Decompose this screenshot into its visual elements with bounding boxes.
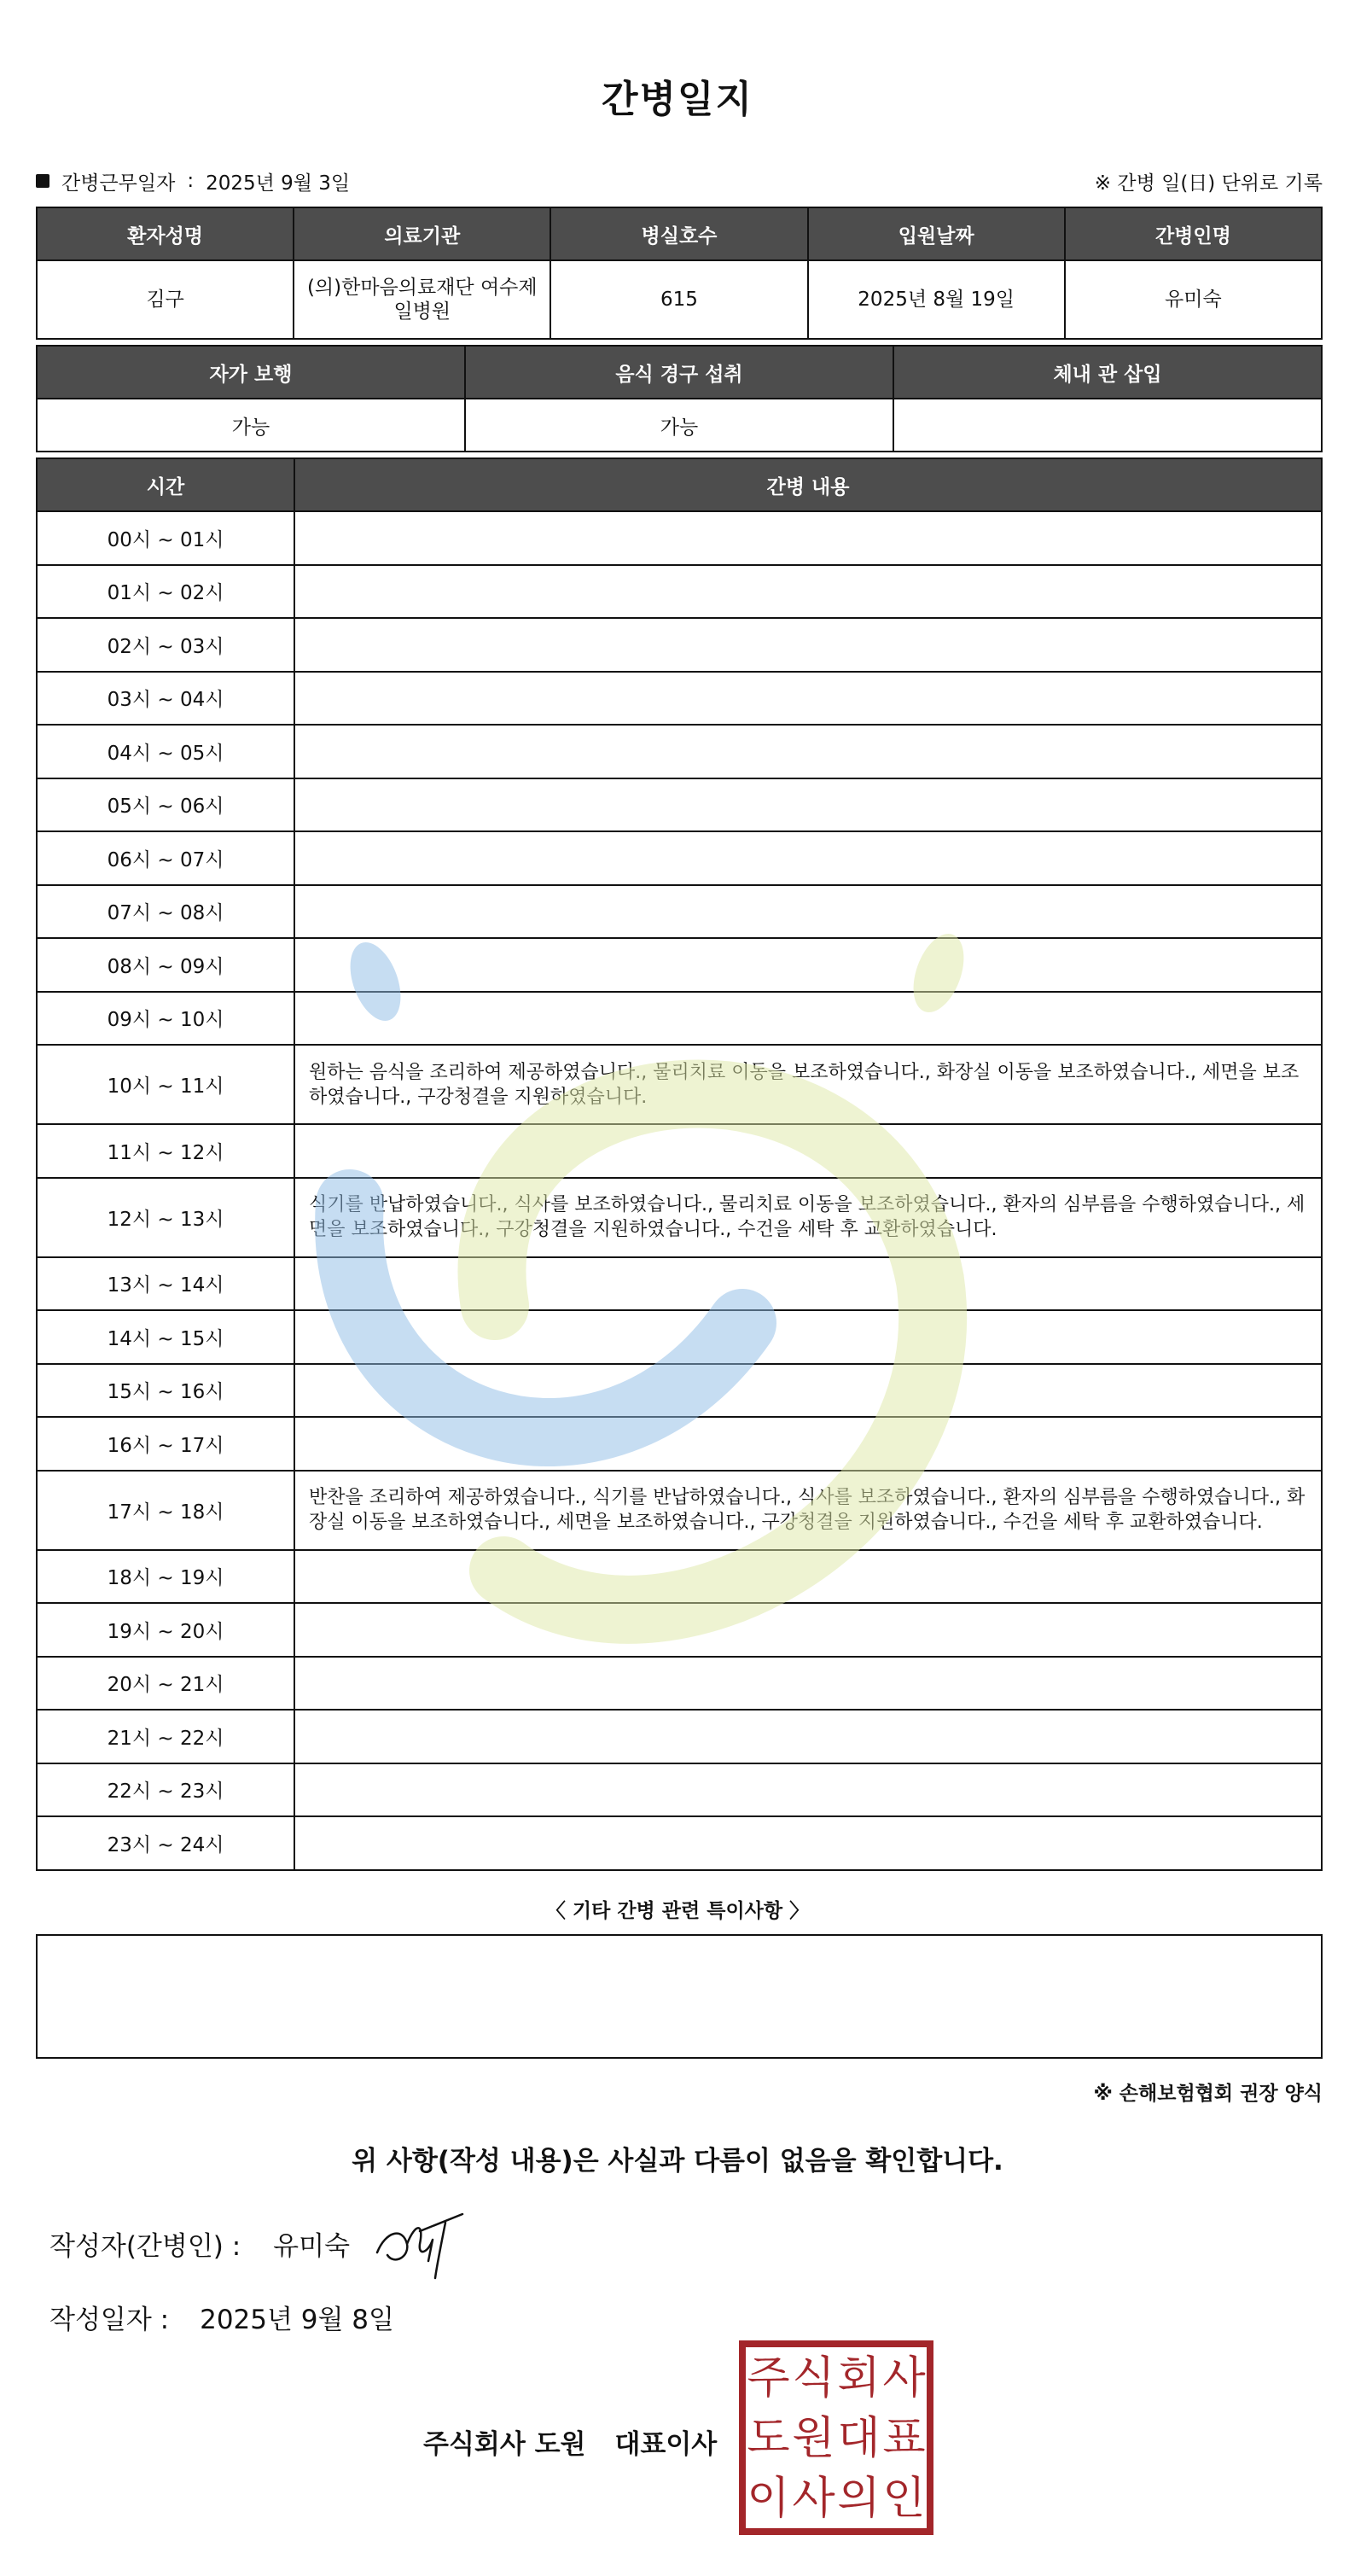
log-content bbox=[294, 1710, 1322, 1763]
log-row bbox=[37, 1417, 1322, 1471]
log-time: 17시 ~ 18시 bbox=[37, 1471, 294, 1550]
log-row bbox=[37, 1045, 1322, 1124]
log-content bbox=[294, 992, 1322, 1046]
log-time: 00시 ~ 01시 bbox=[37, 511, 294, 565]
seal-character: 대 bbox=[837, 2413, 881, 2464]
written-date-row bbox=[49, 2298, 394, 2336]
written-date-label: 작성일자 : bbox=[49, 2305, 170, 2335]
caregiver-name: 유미숙 bbox=[1065, 260, 1322, 339]
patient-info-table bbox=[36, 207, 1323, 340]
room-number: 615 bbox=[550, 260, 807, 339]
log-row bbox=[37, 1710, 1322, 1763]
log-time: 18시 ~ 19시 bbox=[37, 1550, 294, 1604]
patient-info-header-row bbox=[37, 207, 1322, 260]
log-content bbox=[294, 831, 1322, 885]
log-time: 14시 ~ 15시 bbox=[37, 1310, 294, 1364]
log-row bbox=[37, 672, 1322, 726]
log-time: 11시 ~ 12시 bbox=[37, 1124, 294, 1178]
log-time: 13시 ~ 14시 bbox=[37, 1257, 294, 1311]
log-row bbox=[37, 565, 1322, 619]
log-content bbox=[294, 1763, 1322, 1817]
patient-info-value-row bbox=[37, 260, 1322, 339]
seal-character: 원 bbox=[792, 2413, 835, 2464]
log-content bbox=[294, 1657, 1322, 1711]
log-row bbox=[37, 1550, 1322, 1604]
patient-name: 김구 bbox=[37, 260, 294, 339]
log-time: 07시 ~ 08시 bbox=[37, 885, 294, 939]
remarks-title: 〈 기타 간병 관련 특이사항 〉 bbox=[545, 1900, 810, 1922]
log-row bbox=[37, 831, 1322, 885]
meta-row bbox=[36, 166, 1323, 196]
log-content bbox=[294, 1417, 1322, 1471]
work-date bbox=[36, 167, 350, 195]
company-title: 대표이사 bbox=[614, 2429, 718, 2460]
log-time: 03시 ~ 04시 bbox=[37, 672, 294, 726]
log-time: 15시 ~ 16시 bbox=[37, 1364, 294, 1418]
seal-character: 사 bbox=[792, 2473, 835, 2525]
oral-intake-value: 가능 bbox=[465, 399, 893, 452]
log-row bbox=[37, 1124, 1322, 1178]
log-time: 21시 ~ 22시 bbox=[37, 1710, 294, 1763]
log-content bbox=[294, 1364, 1322, 1418]
log-row bbox=[37, 885, 1322, 939]
log-content bbox=[294, 1124, 1322, 1178]
log-row bbox=[37, 1816, 1322, 1870]
seal-character: 식 bbox=[792, 2352, 835, 2404]
header-tube-insertion: 체내 관 삽입 bbox=[893, 346, 1322, 399]
log-row bbox=[37, 1364, 1322, 1418]
header-patient-name: 환자성명 bbox=[37, 207, 294, 260]
log-time: 05시 ~ 06시 bbox=[37, 778, 294, 832]
seal-character: 회 bbox=[837, 2352, 881, 2404]
log-row bbox=[37, 992, 1322, 1046]
header-hospital: 의료기관 bbox=[294, 207, 550, 260]
confirmation-statement: 위 사항(작성 내용)은 사실과 다름이 없음을 확인합니다. bbox=[352, 2146, 1003, 2177]
log-content bbox=[294, 1310, 1322, 1364]
tube-insertion-value bbox=[893, 399, 1322, 452]
company-signature bbox=[423, 2422, 717, 2461]
seal-character: 인 bbox=[882, 2473, 926, 2525]
bullet-square-icon bbox=[36, 174, 49, 188]
log-row bbox=[37, 1257, 1322, 1311]
signer-label: 작성자(간병인) : bbox=[49, 2231, 241, 2262]
log-content: 식기를 반납하였습니다., 식사를 보조하였습니다., 물리치료 이동을 보조하였습니다., 환자의 심부름을 수행하였습니다., 세면을 보조하였습니다., 구강청결을 지원하였습니다., 수건을 세탁 후 교환하였습니다. bbox=[294, 1178, 1322, 1257]
header-admission-date: 입원날짜 bbox=[808, 207, 1065, 260]
hospital-name: (의)한마음의료재단 여수제일병원 bbox=[294, 260, 550, 339]
log-time: 22시 ~ 23시 bbox=[37, 1763, 294, 1817]
company-seal-icon bbox=[739, 2340, 933, 2535]
log-row bbox=[37, 1471, 1322, 1550]
log-row bbox=[37, 1603, 1322, 1657]
admission-date: 2025년 8월 19일 bbox=[808, 260, 1065, 339]
log-time: 09시 ~ 10시 bbox=[37, 992, 294, 1046]
self-walking-value: 가능 bbox=[37, 399, 465, 452]
seal-character: 사 bbox=[882, 2352, 926, 2404]
header-room-number: 병실호수 bbox=[550, 207, 807, 260]
log-time: 12시 ~ 13시 bbox=[37, 1178, 294, 1257]
log-content: 반찬을 조리하여 제공하였습니다., 식기를 반납하였습니다., 식사를 보조하였습니다., 환자의 심부름을 수행하였습니다., 화장실 이동을 보조하였습니다., 세면을 보조하였습니다., 구강청결을 지원하였습니다., 수건을 세탁 후 교환하였습니다. bbox=[294, 1471, 1322, 1550]
log-content bbox=[294, 778, 1322, 832]
log-content bbox=[294, 725, 1322, 778]
log-content bbox=[294, 1257, 1322, 1311]
log-time: 19시 ~ 20시 bbox=[37, 1603, 294, 1657]
log-content bbox=[294, 565, 1322, 619]
log-row bbox=[37, 938, 1322, 992]
hourly-care-log-table bbox=[36, 458, 1323, 1871]
seal-character: 이 bbox=[747, 2473, 790, 2525]
record-unit-note: ※ 간병 일(日) 단위로 기록 bbox=[1094, 172, 1323, 195]
form-source-note: ※ 손해보험협회 권장 양식 bbox=[1093, 2083, 1323, 2105]
log-content bbox=[294, 511, 1322, 565]
log-row bbox=[37, 511, 1322, 565]
log-content bbox=[294, 885, 1322, 939]
log-row bbox=[37, 1178, 1322, 1257]
seal-character: 도 bbox=[747, 2413, 790, 2464]
seal-character: 주 bbox=[747, 2352, 790, 2404]
written-date-value: 2025년 9월 8일 bbox=[200, 2305, 394, 2335]
log-content bbox=[294, 1816, 1322, 1870]
log-time: 08시 ~ 09시 bbox=[37, 938, 294, 992]
header-time: 시간 bbox=[37, 458, 294, 511]
header-caregiver-name: 간병인명 bbox=[1065, 207, 1322, 260]
log-row bbox=[37, 1763, 1322, 1817]
log-row bbox=[37, 778, 1322, 832]
seal-character: 의 bbox=[837, 2473, 881, 2525]
patient-status-table bbox=[36, 345, 1323, 452]
log-time: 02시 ~ 03시 bbox=[37, 618, 294, 672]
log-time: 01시 ~ 02시 bbox=[37, 565, 294, 619]
work-date-value: 2025년 9월 3일 bbox=[206, 172, 351, 195]
status-value-row bbox=[37, 399, 1322, 452]
log-time: 23시 ~ 24시 bbox=[37, 1816, 294, 1870]
log-time: 20시 ~ 21시 bbox=[37, 1657, 294, 1711]
log-time: 04시 ~ 05시 bbox=[37, 725, 294, 778]
log-content bbox=[294, 672, 1322, 726]
header-oral-intake: 음식 경구 섭취 bbox=[465, 346, 893, 399]
log-row bbox=[37, 618, 1322, 672]
remarks-box bbox=[36, 1934, 1323, 2059]
status-header-row bbox=[37, 346, 1322, 399]
signer-row bbox=[49, 2224, 350, 2263]
header-care-content: 간병 내용 bbox=[294, 458, 1322, 511]
log-time: 06시 ~ 07시 bbox=[37, 831, 294, 885]
log-header-row bbox=[37, 458, 1322, 511]
seal-character: 표 bbox=[882, 2413, 926, 2464]
log-row bbox=[37, 1657, 1322, 1711]
company-name: 주식회사 도원 bbox=[423, 2429, 586, 2460]
log-time: 10시 ~ 11시 bbox=[37, 1045, 294, 1124]
log-content bbox=[294, 618, 1322, 672]
log-content bbox=[294, 1550, 1322, 1604]
log-row bbox=[37, 1310, 1322, 1364]
log-row bbox=[37, 725, 1322, 778]
work-date-separator: : bbox=[187, 170, 195, 192]
work-date-label: 간병근무일자 bbox=[61, 172, 176, 195]
log-time: 16시 ~ 17시 bbox=[37, 1417, 294, 1471]
signature-icon bbox=[369, 2206, 480, 2282]
document-title: 간병일지 bbox=[601, 78, 753, 121]
log-content: 원하는 음식을 조리하여 제공하였습니다., 물리치료 이동을 보조하였습니다., 화장실 이동을 보조하였습니다., 세면을 보조하였습니다., 구강청결을 지원하였습니다. bbox=[294, 1045, 1322, 1124]
log-content bbox=[294, 938, 1322, 992]
log-content bbox=[294, 1603, 1322, 1657]
signer-name: 유미숙 bbox=[273, 2231, 351, 2262]
header-self-walking: 자가 보행 bbox=[37, 346, 465, 399]
